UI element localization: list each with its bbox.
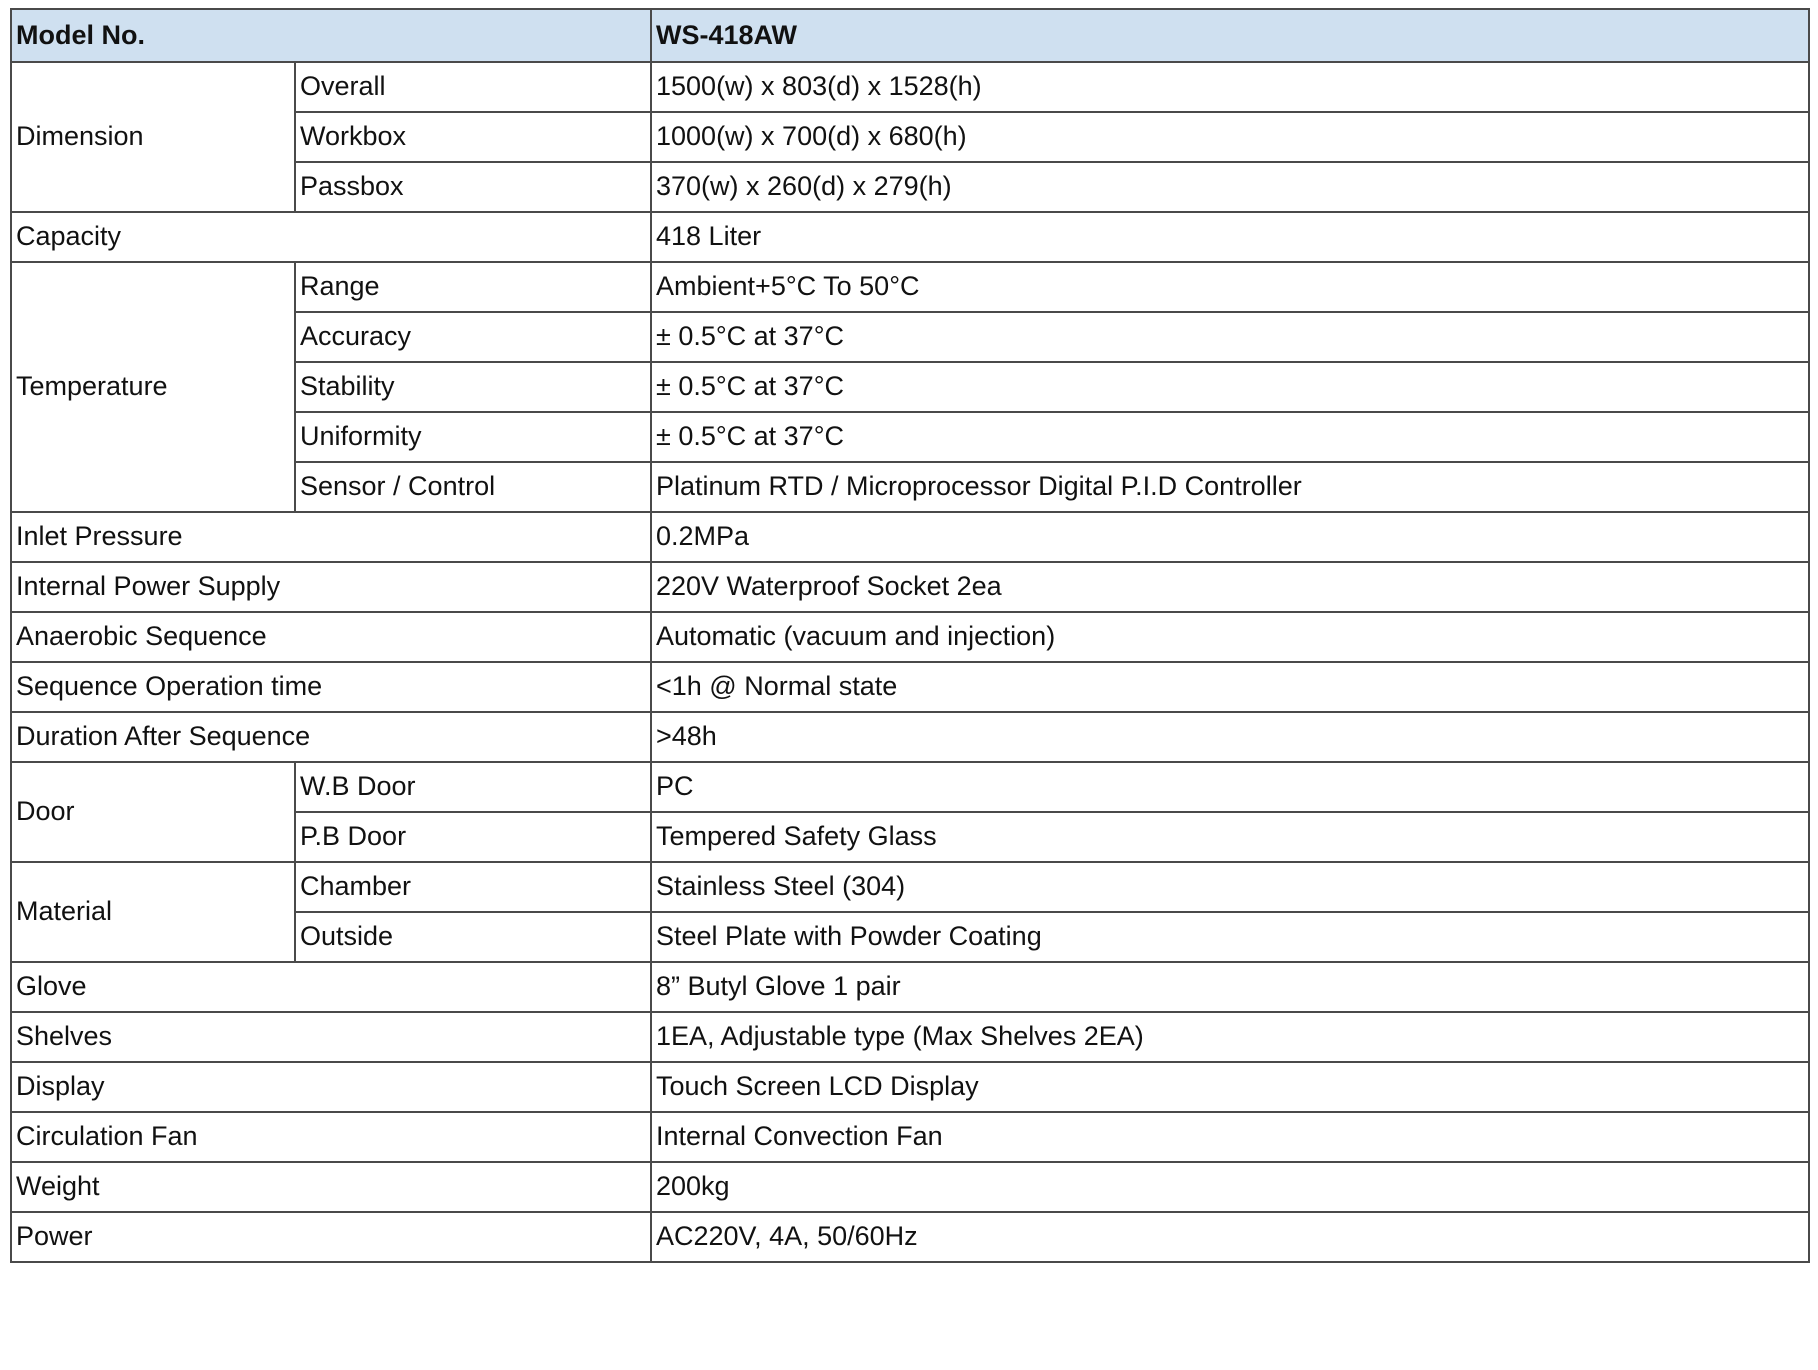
table-row — [11, 562, 1809, 612]
power-label: Power — [11, 1212, 651, 1262]
temperature-uniformity-value: ± 0.5°C at 37°C — [651, 412, 1809, 462]
glove-label: Glove — [11, 962, 651, 1012]
table-row — [11, 1112, 1809, 1162]
table-row — [11, 1012, 1809, 1062]
circulation-fan-label: Circulation Fan — [11, 1112, 651, 1162]
temperature-label: Temperature — [11, 262, 295, 512]
internal-power-supply-value: 220V Waterproof Socket 2ea — [651, 562, 1809, 612]
material-chamber-value: Stainless Steel (304) — [651, 862, 1809, 912]
temperature-accuracy-label: Accuracy — [295, 312, 651, 362]
display-value: Touch Screen LCD Display — [651, 1062, 1809, 1112]
display-label: Display — [11, 1062, 651, 1112]
table-row — [11, 612, 1809, 662]
temperature-stability-label: Stability — [295, 362, 651, 412]
dimension-label: Dimension — [11, 62, 295, 212]
table-row — [11, 1162, 1809, 1212]
inlet-pressure-label: Inlet Pressure — [11, 512, 651, 562]
shelves-label: Shelves — [11, 1012, 651, 1062]
table-row — [11, 262, 1809, 312]
weight-value: 200kg — [651, 1162, 1809, 1212]
material-chamber-label: Chamber — [295, 862, 651, 912]
door-p-b-door-label: P.B Door — [295, 812, 651, 862]
power-value: AC220V, 4A, 50/60Hz — [651, 1212, 1809, 1262]
table-row — [11, 862, 1809, 912]
table-row — [11, 62, 1809, 112]
dimension-overall-value: 1500(w) x 803(d) x 1528(h) — [651, 62, 1809, 112]
temperature-sensor-control-label: Sensor / Control — [295, 462, 651, 512]
spec-table-body — [11, 9, 1809, 1262]
material-label: Material — [11, 862, 295, 962]
dimension-passbox-value: 370(w) x 260(d) x 279(h) — [651, 162, 1809, 212]
weight-label: Weight — [11, 1162, 651, 1212]
duration-after-sequence-value: >48h — [651, 712, 1809, 762]
model-no-value: WS-418AW — [651, 9, 1809, 62]
material-outside-value: Steel Plate with Powder Coating — [651, 912, 1809, 962]
sequence-operation-time-label: Sequence Operation time — [11, 662, 651, 712]
temperature-sensor-control-value: Platinum RTD / Microprocessor Digital P.I.D Controller — [651, 462, 1809, 512]
circulation-fan-value: Internal Convection Fan — [651, 1112, 1809, 1162]
temperature-accuracy-value: ± 0.5°C at 37°C — [651, 312, 1809, 362]
door-label: Door — [11, 762, 295, 862]
dimension-overall-label: Overall — [295, 62, 651, 112]
glove-value: 8” Butyl Glove 1 pair — [651, 962, 1809, 1012]
model-no-label: Model No. — [11, 9, 651, 62]
material-outside-label: Outside — [295, 912, 651, 962]
inlet-pressure-value: 0.2MPa — [651, 512, 1809, 562]
spec-table — [10, 8, 1810, 1263]
table-row — [11, 762, 1809, 812]
table-row — [11, 512, 1809, 562]
table-row — [11, 962, 1809, 1012]
dimension-workbox-value: 1000(w) x 700(d) x 680(h) — [651, 112, 1809, 162]
duration-after-sequence-label: Duration After Sequence — [11, 712, 651, 762]
door-p-b-door-value: Tempered Safety Glass — [651, 812, 1809, 862]
temperature-range-label: Range — [295, 262, 651, 312]
temperature-range-value: Ambient+5°C To 50°C — [651, 262, 1809, 312]
table-row — [11, 212, 1809, 262]
shelves-value: 1EA, Adjustable type (Max Shelves 2EA) — [651, 1012, 1809, 1062]
temperature-uniformity-label: Uniformity — [295, 412, 651, 462]
table-row — [11, 1212, 1809, 1262]
table-row — [11, 662, 1809, 712]
sequence-operation-time-value: <1h @ Normal state — [651, 662, 1809, 712]
temperature-stability-value: ± 0.5°C at 37°C — [651, 362, 1809, 412]
anaerobic-sequence-value: Automatic (vacuum and injection) — [651, 612, 1809, 662]
door-w-b-door-value: PC — [651, 762, 1809, 812]
header-row — [11, 9, 1809, 62]
table-row — [11, 1062, 1809, 1112]
capacity-value: 418 Liter — [651, 212, 1809, 262]
table-row — [11, 712, 1809, 762]
door-w-b-door-label: W.B Door — [295, 762, 651, 812]
anaerobic-sequence-label: Anaerobic Sequence — [11, 612, 651, 662]
dimension-workbox-label: Workbox — [295, 112, 651, 162]
dimension-passbox-label: Passbox — [295, 162, 651, 212]
capacity-label: Capacity — [11, 212, 651, 262]
internal-power-supply-label: Internal Power Supply — [11, 562, 651, 612]
